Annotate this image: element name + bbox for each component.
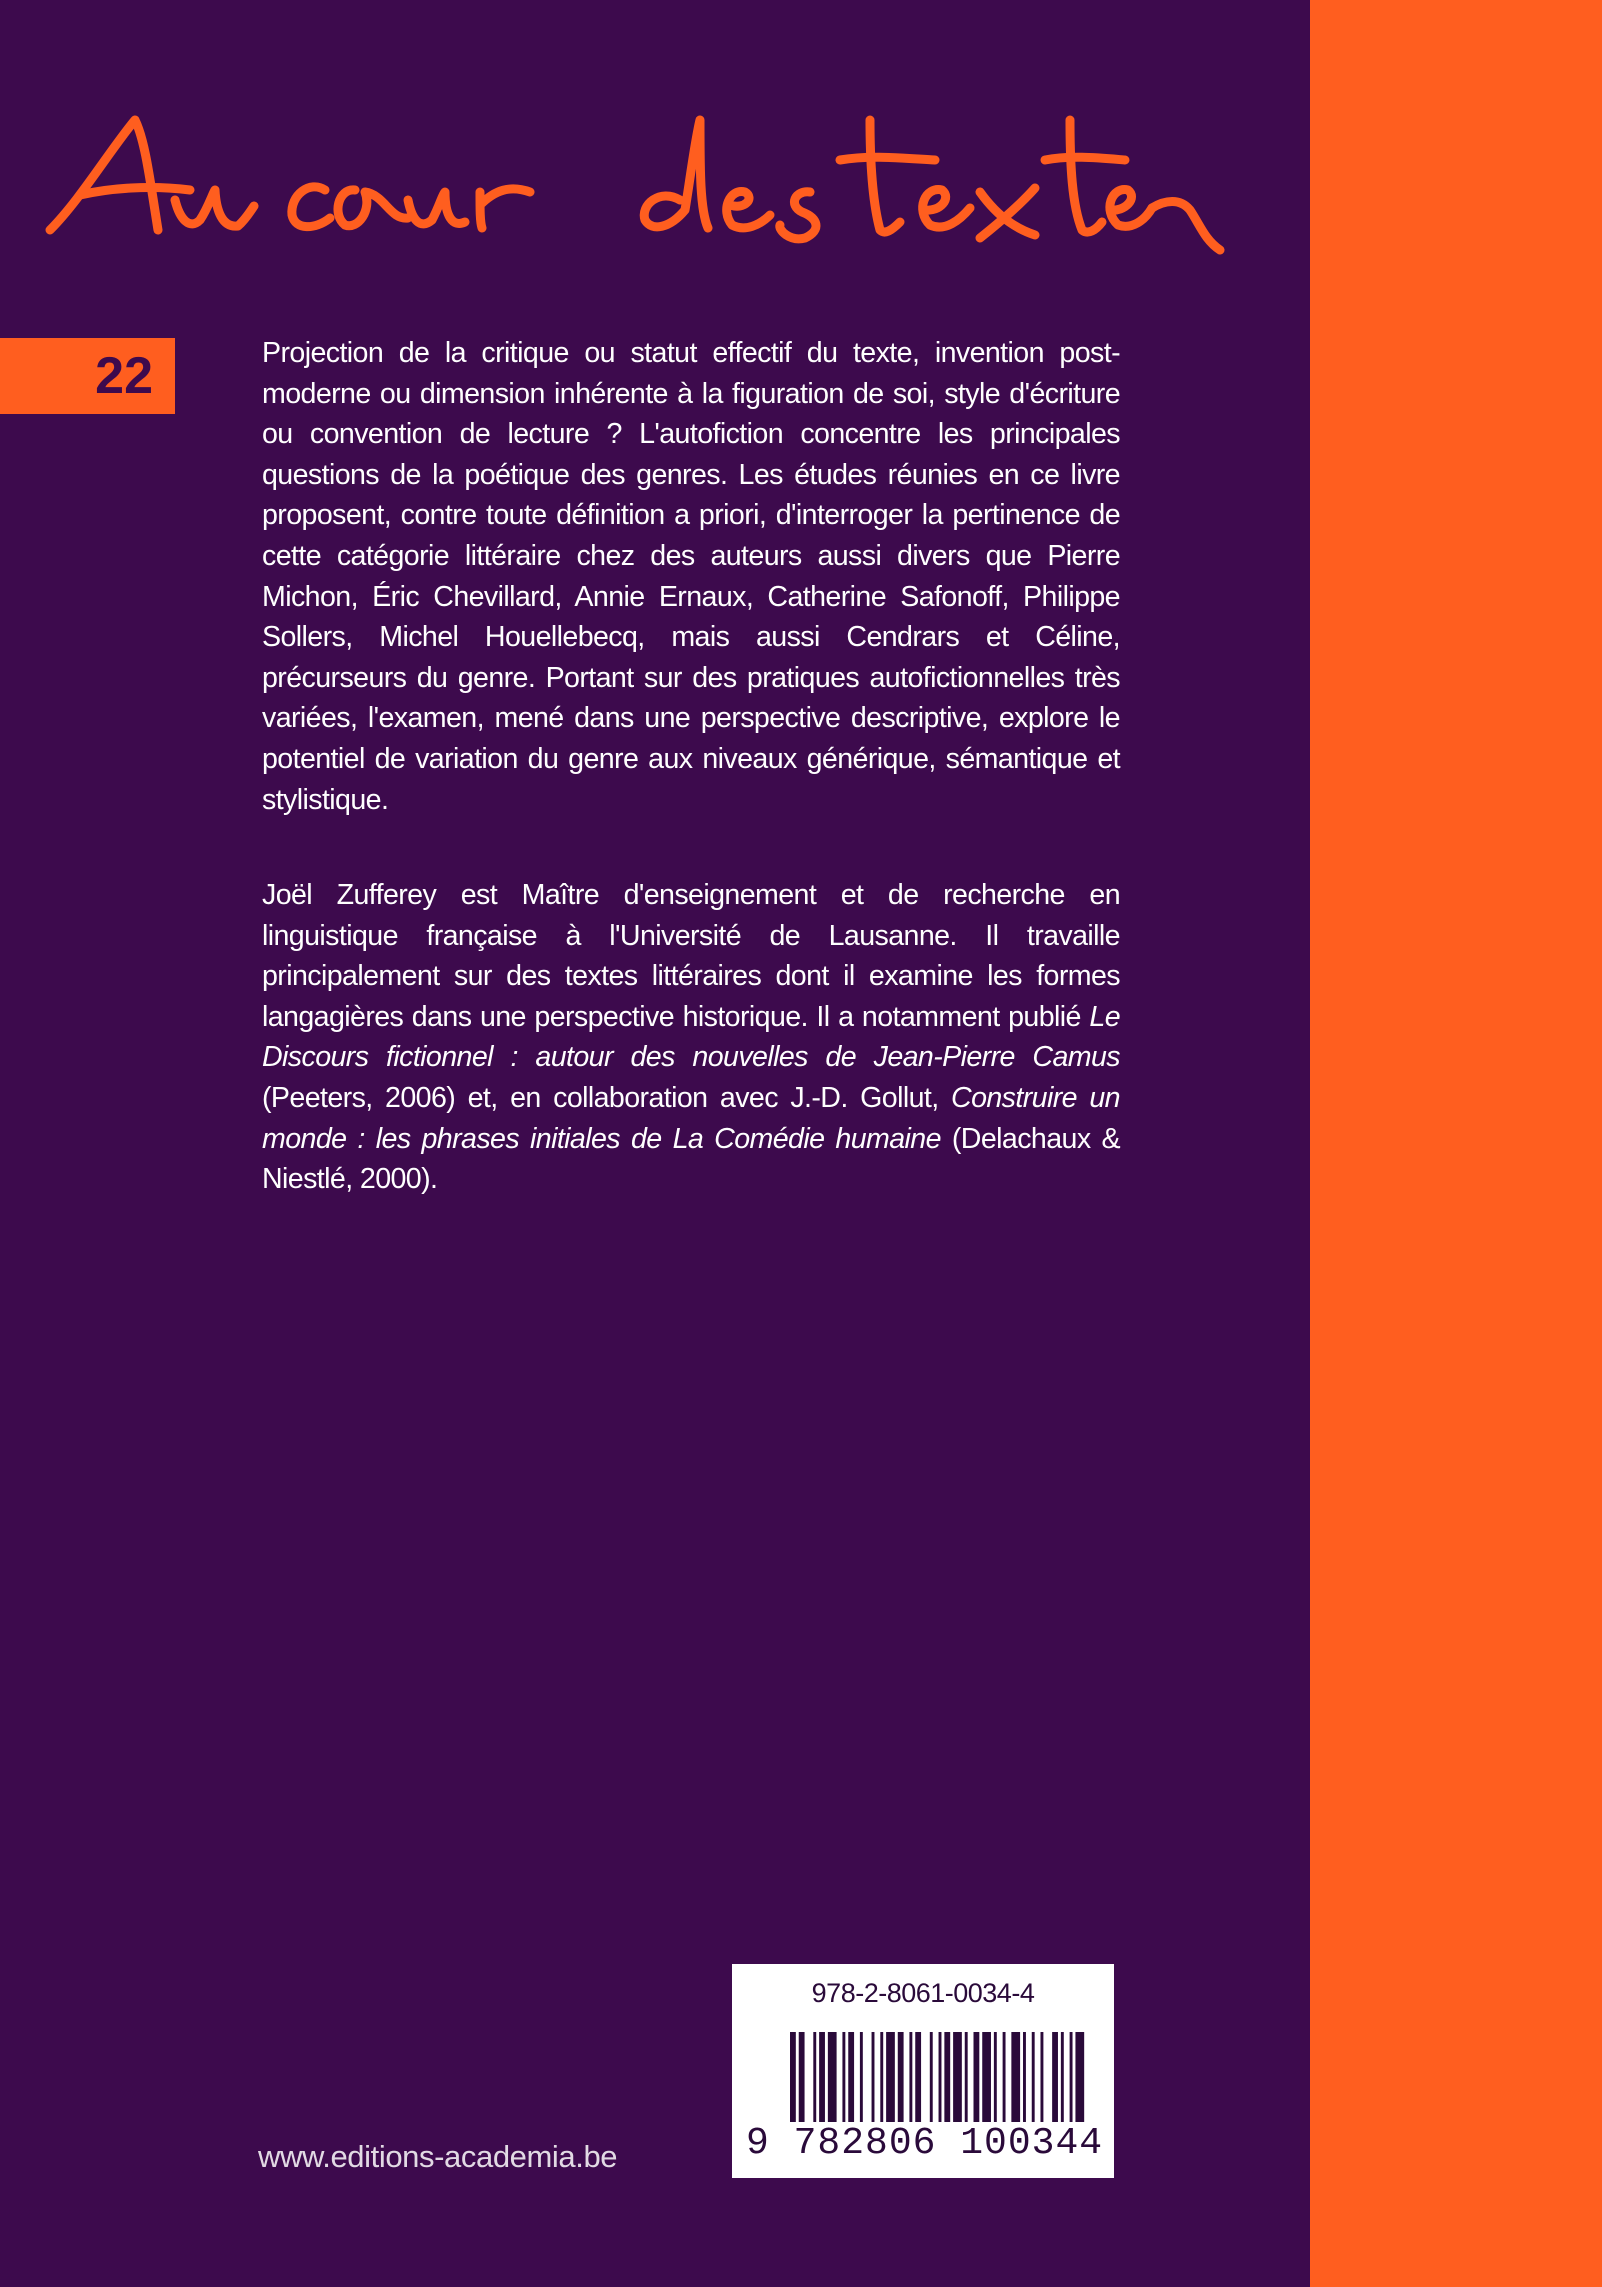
- isbn-label: 978-2-8061-0034-4: [811, 1978, 1035, 2008]
- bio-text-1: Joël Zufferey est Maître d'enseignement et de recherche en linguistique française à l'Université de Lausanne. Il travaille principalement sur des textes littéraires dont il examine les formes langagières dans une perspective historique. Il a notamment publié: [262, 879, 1120, 1033]
- book-blurb: [262, 333, 1120, 820]
- bio-book-title-2: Construire un monde : les phrases initiales de La Comédie humaine: [262, 1081, 1120, 1155]
- bio-paragraph: [262, 875, 1120, 1200]
- barcode-digits: 9 782806 100344: [746, 2122, 1104, 2165]
- isbn-barcode-box: [732, 1964, 1114, 2178]
- orange-spine-band: [1310, 0, 1602, 2287]
- bio-text-2: (Peeters, 2006) et, en collaboration avec J.-D. Gollut,: [262, 1081, 952, 1114]
- bio-text-3: (Delachaux & Niestlé, 2000).: [262, 1122, 1120, 1196]
- bio-book-title-1: Le Discours fictionnel : autour des nouvelles de Jean-Pierre Camus: [262, 1000, 1120, 1074]
- series-handwritten-title: [40, 80, 1240, 290]
- blurb-paragraph: Projection de la critique ou statut effectif du texte, invention post-moderne ou dimension inhérente à la figuration de soi, style d'écriture ou convention de lecture ? L'autofiction concentre les principales questions de la poétique des genres. Les études réunies en ce livre proposent, contre toute définition a priori, d'interroger la pertinence de cette catégorie littéraire chez des auteurs aussi divers que Pierre Michon, Éric Chevillard, Annie Ernaux, Catherine Safonoff, Philippe Sollers, Michel Houellebecq, mais aussi Cendrars et Céline, précurseurs du genre. Portant sur des pratiques autofictionnelles très variées, l'examen, mené dans une perspective descriptive, explore le potentiel de variation du genre aux niveaux générique, sémantique et stylistique.: [262, 337, 1120, 816]
- author-bio: [262, 875, 1120, 1200]
- series-number-badge: 22: [0, 338, 175, 414]
- publisher-website: www.editions-academia.be: [258, 2139, 618, 2174]
